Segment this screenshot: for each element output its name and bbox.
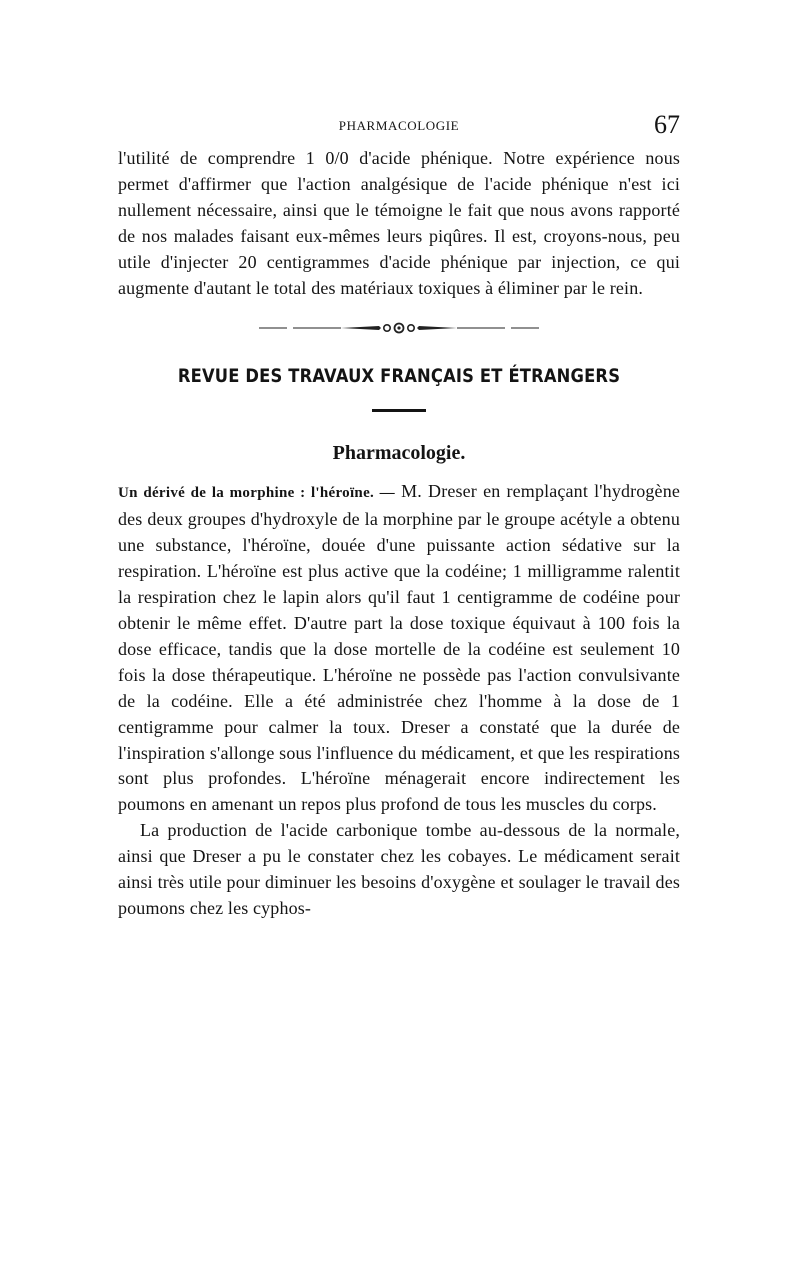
article-paragraph-2: La production de l'acide carbonique tombe au-dessous de la normale, ainsi que Dreser a pu le constater chez les cobayes. Le médicament serait ainsi très utile pour diminuer les besoins d'oxygène et soulager le travail des poumons chez les cyphos- [118,820,680,918]
section-title: REVUE DES TRAVAUX FRANÇAIS ET ÉTRANGERS [177,365,621,388]
intro-paragraph: l'utilité de comprendre 1 0/0 d'acide phénique. Notre expérience nous permet d'affirmer que l'action analgésique de l'acide phénique n'est ici nullement nécessaire, ainsi que le témoigne le fait que nous avons rapporté de nos malades faisant eux-mêmes leurs piqûres. Il est, croyons-nous, peu utile d'injecter 20 centigrammes d'acide phénique par injection, ce qui augmente d'autant le total des matériaux toxiques à éliminer par le rein. [118,148,680,298]
section-rule [372,409,426,412]
article-paragraph-1-text: M. Dreser en remplaçant l'hydrogène des deux groupes d'hydroxyle de la morphine par le groupe acétyle a obtenu une substance, l'héroïne, douée d'une puissante action sédative sur la respiration. L'héroïne est plus active que la codéine; 1 milligramme ralentit la respiration chez le lapin alors qu'il faut 1 centigramme de codéine pour obtenir le même effet. D'autre part la dose toxique équivaut à 100 fois la dose efficace, tandis que la dose mortelle de la codéine est seulement 10 fois la dose thérapeutique. L'héroïne ne possède pas l'action convulsivante de la codéine. Elle a été administrée chez l'homme à la dose de 1 centigramme pour calmer la toux. Dreser a constaté que la durée de l'inspiration s'allonge sous l'influence du médicament, et que les respirations sont plus profondes. L'héroïne ménagerait encore indirectement les poumons en amenant un repos plus profond de tous les muscles du corps. [118,481,680,815]
running-header [118,110,680,146]
article-lead: Un dérivé de la morphine : l'héroïne. — [118,485,395,502]
book-page [118,110,680,922]
ornament-divider-icon [259,321,539,335]
running-title: PHARMACOLOGIE [338,118,460,133]
subsection-title: Pharmacologie. [332,442,466,465]
page-number: 67 [654,110,680,139]
article [118,479,680,921]
article-paragraph-1 [118,479,680,818]
